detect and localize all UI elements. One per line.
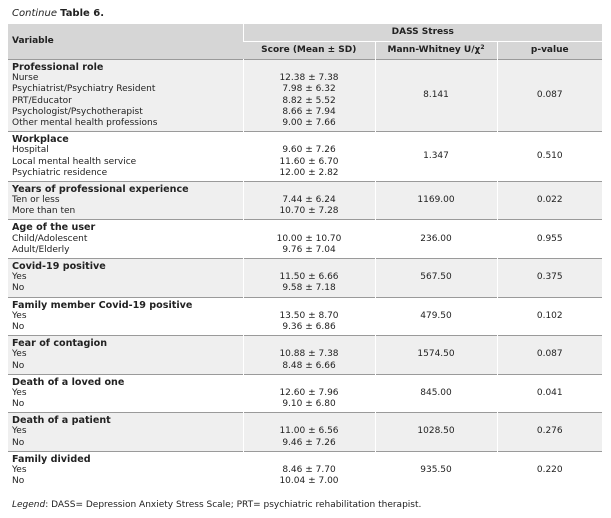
group-title: Family member Covid-19 positive bbox=[12, 299, 193, 311]
test-statistic: 8.141 bbox=[375, 60, 497, 132]
group-title: Professional role bbox=[12, 62, 104, 73]
score-spacer bbox=[244, 338, 375, 349]
table-row bbox=[8, 60, 602, 132]
category-label: PRT/Educator bbox=[12, 95, 72, 106]
variable-cell bbox=[8, 374, 243, 413]
table-legend bbox=[12, 500, 421, 510]
test-statistic: 1169.00 bbox=[375, 181, 497, 220]
table-row bbox=[8, 336, 602, 375]
score-value: 12.60 ± 7.96 bbox=[279, 387, 339, 398]
category-label: Psychologist/Psychotherapist bbox=[12, 106, 143, 117]
header-score: Score (Mean ± SD) bbox=[243, 42, 375, 60]
test-statistic: 236.00 bbox=[375, 220, 497, 259]
category-label: No bbox=[12, 321, 25, 332]
score-value: 9.36 ± 6.86 bbox=[282, 321, 336, 332]
score-value: 8.48 ± 6.66 bbox=[282, 360, 336, 371]
group-title: Covid-19 positive bbox=[12, 261, 106, 272]
score-cell bbox=[243, 297, 375, 336]
header-test-sup: 2 bbox=[480, 43, 485, 51]
score-value: 8.66 ± 7.94 bbox=[282, 106, 336, 117]
category-label: Local mental health service bbox=[12, 156, 137, 167]
category-label: No bbox=[12, 437, 25, 448]
score-spacer bbox=[244, 134, 375, 145]
table-row bbox=[8, 259, 602, 298]
p-value: 0.510 bbox=[497, 132, 602, 182]
group-title: Age of the user bbox=[12, 222, 96, 234]
score-cell bbox=[243, 451, 375, 489]
score-cell bbox=[243, 220, 375, 259]
table-row bbox=[8, 220, 602, 259]
table-row bbox=[8, 297, 602, 336]
score-spacer bbox=[244, 222, 375, 233]
legend-text: : DASS= Depression Anxiety Stress Scale; PRT= psychiatric rehabilitation therapist. bbox=[45, 500, 422, 510]
score-cell bbox=[243, 374, 375, 413]
category-label: No bbox=[12, 283, 25, 294]
score-spacer bbox=[244, 300, 375, 311]
category-label: Yes bbox=[12, 387, 27, 398]
group-title: Workplace bbox=[12, 134, 69, 146]
category-label: Hospital bbox=[12, 145, 49, 156]
variable-cell bbox=[8, 336, 243, 375]
p-value: 0.955 bbox=[497, 220, 602, 259]
variable-cell bbox=[8, 220, 243, 259]
table-row bbox=[8, 451, 602, 489]
header-pvalue: p-value bbox=[497, 42, 602, 60]
p-value: 0.375 bbox=[497, 259, 602, 298]
variable-cell bbox=[8, 451, 243, 489]
score-value: 11.00 ± 6.56 bbox=[279, 426, 339, 437]
score-value: 9.10 ± 6.80 bbox=[282, 399, 336, 410]
score-cell bbox=[243, 336, 375, 375]
category-label: Psychiatric residence bbox=[12, 167, 108, 178]
caption-title: Table 6. bbox=[60, 8, 105, 19]
score-cell bbox=[243, 259, 375, 298]
caption-prefix: Continue bbox=[12, 8, 57, 19]
category-label: More than ten bbox=[12, 206, 76, 217]
p-value: 0.276 bbox=[497, 413, 602, 452]
score-value: 10.88 ± 7.38 bbox=[279, 349, 339, 360]
score-value: 9.00 ± 7.66 bbox=[282, 117, 336, 128]
dass-stress-table bbox=[8, 24, 602, 489]
category-label: Adult/Elderly bbox=[12, 244, 70, 255]
score-spacer bbox=[244, 454, 375, 465]
score-value: 11.60 ± 6.70 bbox=[279, 156, 339, 167]
variable-cell bbox=[8, 297, 243, 336]
score-value: 7.98 ± 6.32 bbox=[282, 84, 336, 95]
score-spacer bbox=[244, 62, 375, 73]
score-cell bbox=[243, 60, 375, 132]
score-value: 9.60 ± 7.26 bbox=[282, 145, 336, 156]
p-value: 0.087 bbox=[497, 60, 602, 132]
category-label: Nurse bbox=[12, 73, 39, 84]
legend-label: Legend bbox=[12, 500, 46, 510]
category-label: Other mental health professions bbox=[12, 117, 158, 128]
score-spacer bbox=[244, 184, 375, 195]
category-label: Yes bbox=[12, 465, 27, 475]
score-value: 9.46 ± 7.26 bbox=[282, 437, 336, 448]
test-statistic: 479.50 bbox=[375, 297, 497, 336]
category-label: Yes bbox=[12, 426, 27, 437]
group-title: Death of a patient bbox=[12, 415, 111, 427]
p-value: 0.041 bbox=[497, 374, 602, 413]
category-label: No bbox=[12, 360, 25, 371]
score-value: 9.76 ± 7.04 bbox=[282, 244, 336, 255]
test-statistic: 1.347 bbox=[375, 132, 497, 182]
test-statistic: 1028.50 bbox=[375, 413, 497, 452]
variable-cell bbox=[8, 259, 243, 298]
score-value: 13.50 ± 8.70 bbox=[279, 310, 339, 321]
group-title: Fear of contagion bbox=[12, 338, 108, 350]
score-value: 12.00 ± 2.82 bbox=[279, 167, 339, 178]
table-row bbox=[8, 132, 602, 182]
score-value: 8.82 ± 5.52 bbox=[282, 95, 336, 106]
table-row bbox=[8, 413, 602, 452]
variable-cell bbox=[8, 181, 243, 220]
table-row bbox=[8, 181, 602, 220]
header-test bbox=[375, 42, 497, 60]
score-spacer bbox=[244, 261, 375, 272]
category-label: No bbox=[12, 399, 25, 410]
test-statistic: 1574.50 bbox=[375, 336, 497, 375]
category-label: No bbox=[12, 476, 25, 487]
table-caption bbox=[12, 8, 104, 19]
score-value: 8.46 ± 7.70 bbox=[282, 465, 336, 475]
score-spacer bbox=[244, 377, 375, 388]
variable-cell bbox=[8, 132, 243, 182]
test-statistic: 567.50 bbox=[375, 259, 497, 298]
group-title: Years of professional experience bbox=[12, 183, 189, 195]
score-cell bbox=[243, 413, 375, 452]
score-cell bbox=[243, 181, 375, 220]
p-value: 0.102 bbox=[497, 297, 602, 336]
score-value: 10.04 ± 7.00 bbox=[279, 476, 339, 487]
category-label: Ten or less bbox=[12, 195, 60, 206]
table-body bbox=[8, 60, 602, 490]
table-row bbox=[8, 374, 602, 413]
category-label: Psychiatrist/Psychiatry Resident bbox=[12, 84, 156, 95]
p-value: 0.022 bbox=[497, 181, 602, 220]
variable-cell bbox=[8, 60, 243, 132]
category-label: Child/Adolescent bbox=[12, 233, 88, 244]
score-value: 7.44 ± 6.24 bbox=[282, 195, 336, 206]
score-spacer bbox=[244, 415, 375, 426]
group-title: Family divided bbox=[12, 453, 91, 465]
category-label: Yes bbox=[12, 349, 27, 360]
score-value: 10.00 ± 10.70 bbox=[276, 233, 342, 244]
header-test-label: Mann-Whitney U/χ bbox=[387, 44, 481, 55]
test-statistic: 845.00 bbox=[375, 374, 497, 413]
p-value: 0.087 bbox=[497, 336, 602, 375]
header-dass-stress: DASS Stress bbox=[243, 24, 602, 42]
score-cell bbox=[243, 132, 375, 182]
group-title: Death of a loved one bbox=[12, 376, 125, 388]
score-value: 12.38 ± 7.38 bbox=[279, 73, 339, 84]
variable-cell bbox=[8, 413, 243, 452]
score-value: 9.58 ± 7.18 bbox=[282, 283, 336, 294]
category-label: Yes bbox=[12, 310, 27, 321]
test-statistic: 935.50 bbox=[375, 451, 497, 489]
category-label: Yes bbox=[12, 272, 27, 283]
header-variable: Variable bbox=[8, 24, 243, 60]
p-value: 0.220 bbox=[497, 451, 602, 489]
score-value: 10.70 ± 7.28 bbox=[279, 206, 339, 217]
score-value: 11.50 ± 6.66 bbox=[279, 272, 339, 283]
